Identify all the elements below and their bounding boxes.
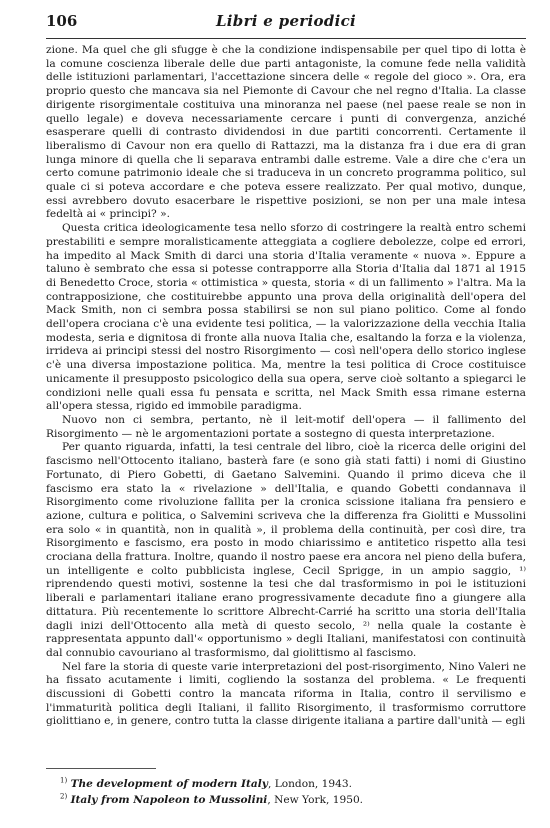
- paragraph: Nuovo non ci sembra, pertanto, nè il leit-motif dell'opera — il fallimento del Risorgimento — nè le argomentazioni portate a sostegno di questa interpretazione.: [46, 413, 526, 440]
- footnote-title: Italy from Napoleon to Mussolini: [70, 794, 268, 806]
- header-rule: [46, 38, 526, 39]
- body-text: [46, 44, 526, 729]
- paragraph: Questa critica ideologicamente tesa nello sforzo di costringere la realtà entro schemi prestabiliti e sempre moralisticamente atteggiata a cogliere debolezze, colpe ed errori, ha impedito al Mack Smith di darci una storia d'Italia veramente « nuova ». Eppure a taluno è sembrato che essa si potesse contrapporre alla Storia d'Italia dal 1871 al 1915 di Benedetto Croce, storia « ottimistica » questa, storia « di un fallimento » l'altra. Ma la contrapposizione, che costituirebbe appunto una prova della originalità dell'opera del Mack Smith, non ci sembra possa stabilirsi se non sul piano politico. Come al fondo dell'opera crociana c'è una evidente tesi politica, — la valorizzazione della vecchia Italia modesta, seria e dignitosa di fronte alla nuova Italia che, esaltando la forza e la violenza, irrideva ai principi stessi del nostro Risorgimento — così nell'opera dello storico inglese c'è una diversa impostazione politica. Ma, mentre la tesi politica di Croce costituisce unicamente il presupposto psicologico della sua opera, serve cioè soltanto a spiegarci le condizioni nelle quali essa fu pensata e scritta, nel Mack Smith essa rimane esterna all'opera stessa, rigido ed immobile paradigma.: [46, 222, 526, 413]
- paragraph: zione. Ma quel che gli sfugge è che la condizione indispensabile per quel tipo di lotta è la comune coscienza liberale delle due parti antagoniste, la comune fede nella validità delle istituzioni parlamentari, l'accettazione sincera delle « regole del gioco ». Ora, era proprio questo che mancava sia nel Piemonte di Cavour che nel regno d'Italia. La classe dirigente risorgimentale costituiva una minoranza nel paese (nel paese reale se non in quello legale) e doveva necessariamente cercare i punti di convergenza, anziché esasperare quelli di contrasto dividendosi in due partiti concorrenti. Certamente il liberalismo di Cavour non era quello di Rattazzi, ma la distanza fra i due era di gran lunga minore di quella che li separava entrambi dalle estreme. Vale a dire che c'era un certo comune patrimonio ideale che si traduceva in un concreto programma politico, sul quale ci si poteva accordare e che poteva essere realizzato. Per qual motivo, dunque, essi avrebbero dovuto esacerbare le rispettive posizioni, se non per una male intesa fedeltà ai « principi? ».: [46, 44, 526, 221]
- paragraph: Nel fare la storia di queste varie interpretazioni del post-risorgimento, Nino Valeri ne ha fissato acutamente i limiti, cogliendo la sostanza del problema. « Le frequenti discussioni di Gobetti contro la mancata riforma in Italia, contro il servilismo e l'immaturità politica degli Italiani, il fallito Risorgimento, il trasformismo corruttore giolittiano e, in genere, contro tutta la classe dirigente italiana a partire dall'unità — egli: [46, 660, 526, 728]
- footnote-rest: , New York, 1950.: [267, 794, 364, 806]
- footnote-rest: , London, 1943.: [267, 778, 352, 790]
- footnote: [60, 776, 526, 792]
- page-header: [46, 12, 526, 32]
- footnote-rule: [46, 768, 156, 769]
- footnotes: [60, 776, 526, 808]
- footnote-mark: 2): [60, 792, 68, 801]
- footnote-mark: 1): [60, 776, 68, 785]
- paragraph: Per quanto riguarda, infatti, la tesi centrale del libro, cioè la ricerca delle origini del fascismo nell'Ottocento italiano, basterà fare (e sono già stati fatti) i nomi di Giustino Fortunato, di Piero Gobetti, di Gaetano Salvemini. Quando il primo diceva che il fascismo era stato la « rivelazione » dell'Italia, e quando Gobetti condannava il Risorgimento come rivoluzione fallita per la cronica scissione italiana fra pensiero e azione, cultura e politica, o Salvemini scriveva che la differenza fra Giolitti e Mussolini era solo « in quantità, non in qualità », il problema della continuità, per così dire, tra Risorgimento e fascismo, era posto in modo chiarissimo e antitetico rispetto alla tesi crociana della frattura. Inoltre, quando il nostro paese era ancora nel pieno della bufera, un intelligente e colto pubblicista inglese, Cecil Sprigge, in un ampio saggio, ¹⁾ riprendendo questi motivi, sostenne la tesi che dal trasformismo in poi le istituzioni liberali e parlamentari italiane erano progressivamente decadute fino a giungere alla dittatura. Più recentemente lo scrittore Albrecht-Carrié ha scritto una storia dell'Italia dagli inizi dell'Ottocento alla metà di questo secolo, ²⁾ nella quale la costante è rappresentata appunto dall'« opportunismo » degli Italiani, manifestatosi con continuità dal connubio cavouriano al trasformismo, dal giolittismo al fascismo.: [46, 441, 526, 659]
- footnote-title: The development of modern Italy: [70, 778, 268, 790]
- page-number: 106: [46, 12, 78, 30]
- running-title: Libri e periodici: [215, 12, 357, 30]
- footnote: [60, 792, 526, 808]
